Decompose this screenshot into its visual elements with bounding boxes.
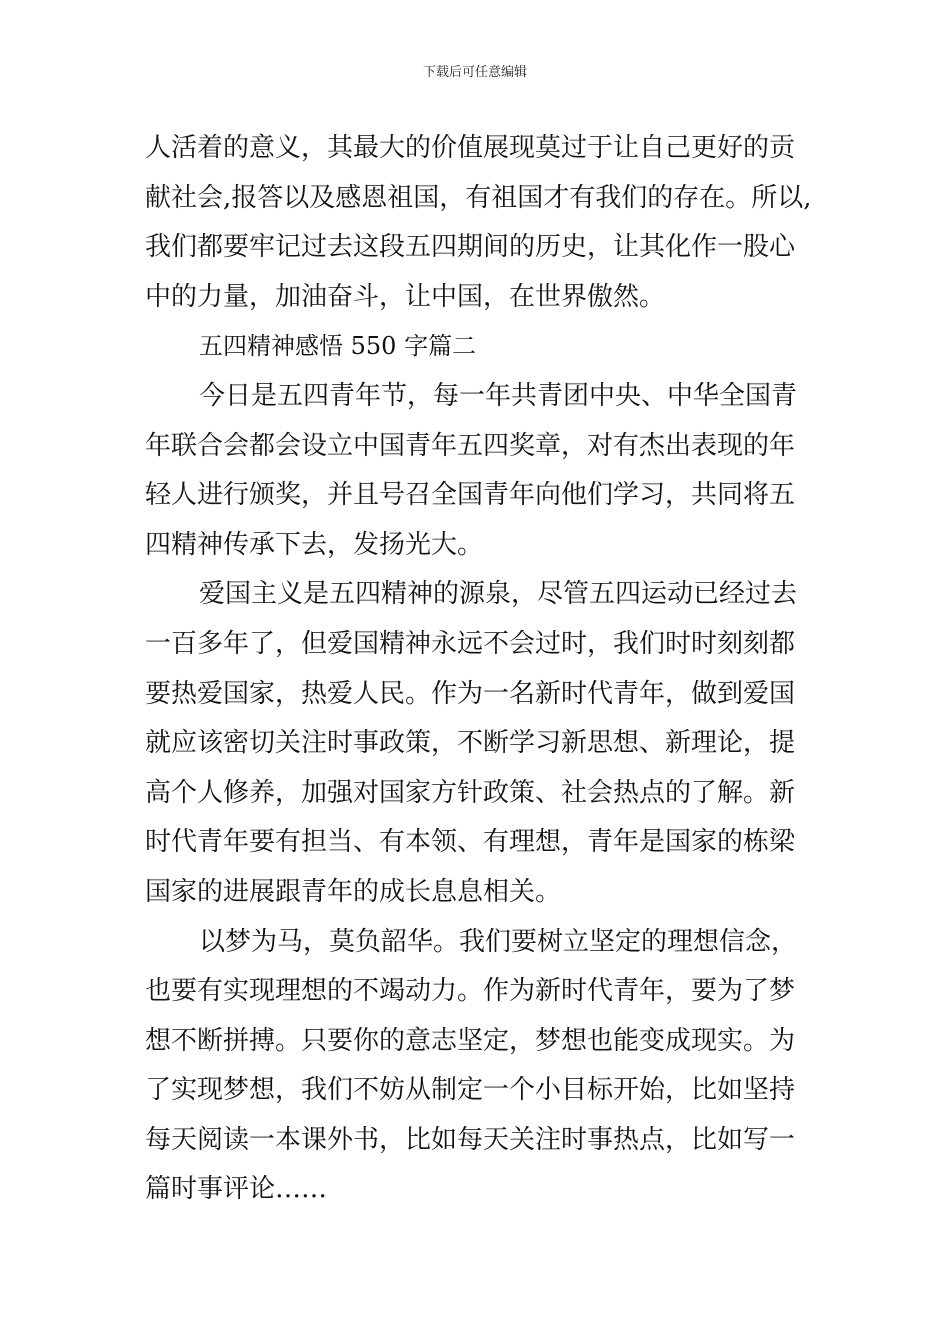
text-line: 四精神传承下去，发扬光大。: [145, 529, 484, 560]
text-line: 轻人进行颁奖，并且号召全国青年向他们学习，共同将五: [145, 480, 796, 511]
text-line: 一百多年了，但爱国精神永远不会过时，我们时时刻刻都: [145, 628, 796, 659]
text-line: 也要有实现理想的不竭动力。作为新时代青年，要为了梦: [145, 976, 796, 1007]
text-line: 中的力量，加油奋斗，让中国，在世界傲然。: [145, 281, 666, 312]
text-line: 时代青年要有担当、有本领、有理想，青年是国家的栋梁: [145, 827, 796, 858]
text-line: 爱国主义是五四精神的源泉，尽管五四运动已经过去: [199, 579, 798, 610]
text-line: 人活着的意义，其最大的价值展现莫过于让自己更好的贡: [145, 133, 796, 163]
text-line: 篇时事评论……: [145, 1174, 328, 1205]
text-line: 我们都要牢记过去这段五四期间的历史，让其化作一股心: [145, 232, 796, 263]
text-line: 就应该密切关注时事政策，不断学习新思想、新理论，提: [145, 728, 796, 759]
text-line: 每天阅读一本课外书，比如每天关注时事热点，比如写一: [145, 1124, 796, 1155]
text-line: 了实现梦想，我们不妨从制定一个小目标开始，比如坚持: [145, 1075, 796, 1106]
page-header-note: 下载后可任意编辑: [422, 65, 527, 80]
text-line: 想不断拼搏。只要你的意志坚定，梦想也能变成现实。为: [145, 1025, 796, 1056]
text-line: 要热爱国家，热爱人民。作为一名新时代青年，做到爱国: [145, 678, 796, 709]
text-line: 年联合会都会设立中国青年五四奖章，对有杰出表现的年: [145, 430, 796, 461]
text-line: 献社会,报答以及感恩祖国，有祖国才有我们的存在。所以,: [145, 182, 812, 213]
section-heading: 五四精神感悟 550 字篇二: [199, 332, 477, 361]
text-line: 高个人修养，加强对国家方针政策、社会热点的了解。新: [145, 777, 796, 808]
text-line: 今日是五四青年节，每一年共青团中央、中华全国青: [199, 380, 798, 411]
text-line: 国家的进展跟青年的成长息息相关。: [145, 876, 562, 907]
text-line: 以梦为马，莫负韶华。我们要树立坚定的理想信念，: [199, 926, 798, 957]
document-body: [145, 124, 815, 1215]
